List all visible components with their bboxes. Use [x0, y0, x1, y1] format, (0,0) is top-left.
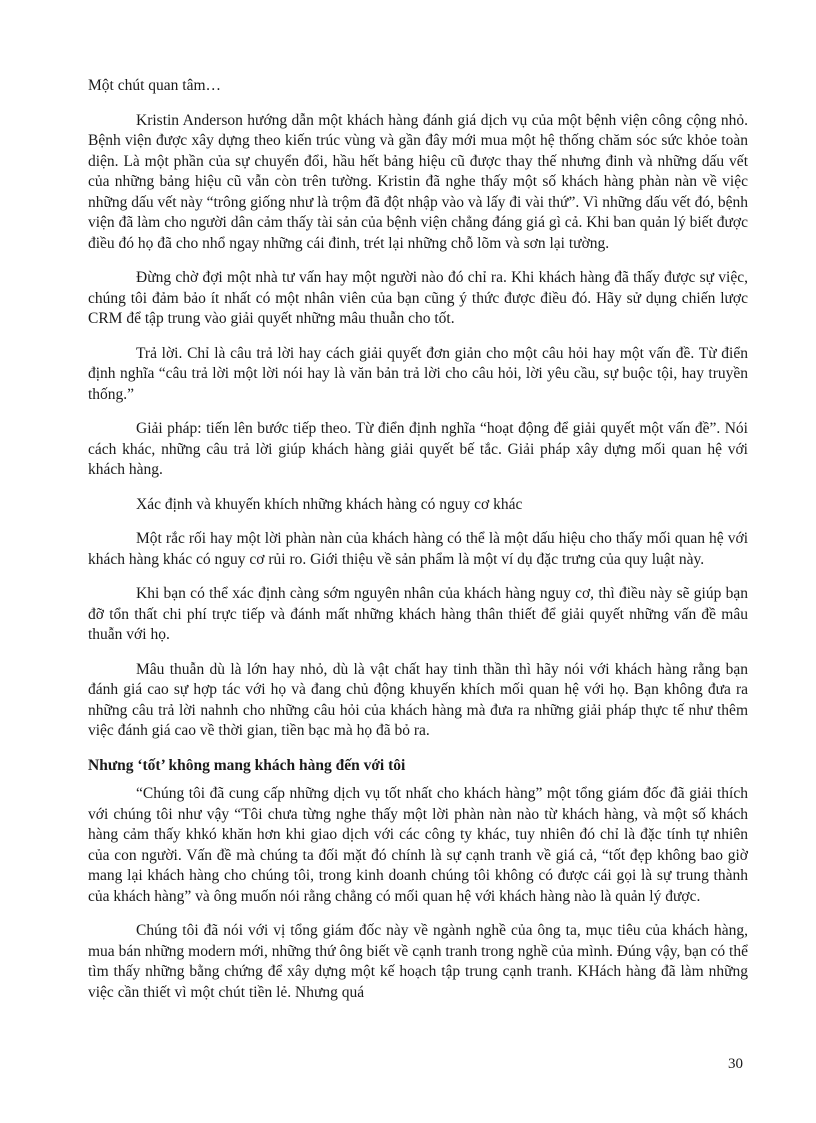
intro-line: Một chút quan tâm… [88, 77, 222, 94]
paragraph: Giải pháp: tiến lên bước tiếp theo. Từ điển định nghĩa “hoạt động để giải quyết một vấn đề”. Nói cách khác, những câu trả lời giúp khách hàng giải quyết bế tắc. Giải pháp xây dựng mối quan hệ với khách hàng. [88, 420, 748, 478]
page-number: 30 [728, 1056, 743, 1072]
paragraph: Trả lời. Chỉ là câu trả lời hay cách giải quyết đơn giản cho một câu hỏi hay một vấn đề. Từ điển định nghĩa “câu trả lời một lời nói hay là văn bản trả lời cho câu hỏi, lời yêu cầu, sự buộc tội, hay truyền thống.” [88, 344, 748, 403]
paragraph: “Chúng tôi đã cung cấp những dịch vụ tốt nhất cho khách hàng” một tổng giám đốc đã giải thích với chúng tôi như vậy “Tôi chưa từng nghe thấy một lời phàn nàn nào từ khách hàng, và một số khách hàng cảm thấy khkó khăn hơn khi giao dịch với các công ty khác, tuy nhiên đó chỉ là đặc tính tự nhiên của con người. Vấn đề mà chúng ta đối mặt đó chính là sự cạnh tranh về giá cả, “tốt đẹp không bao giờ mang lại khách hàng cho chúng tôi, trong kinh doanh chúng tôi không có được cái gọi là sự trung thành của khách hàng” và ông muốn nói rằng chẳng có mối quan hệ với khách hàng nào là quản lý được. [88, 785, 748, 905]
subheading-line: Xác định và khuyến khích những khách hàng có nguy cơ khác [136, 495, 523, 513]
section-heading: Nhưng ‘tốt’ không mang khách hàng đến với tôi [88, 756, 406, 774]
paragraph: Chúng tôi đã nói với vị tổng giám đốc này về ngành nghề của ông ta, mục tiêu của khách hàng, mua bán những modern mới, những thứ ông biết về cạnh tranh trong nghề của mình. Đúng vậy, bạn có thể tìm thấy những bằng chứng để xây dựng một kế hoạch tập trung cạnh tranh. KHách hàng đã làm những việc cần thiết vì một chút tiền lẻ. Nhưng quá [88, 922, 748, 1001]
paragraph: Một rắc rối hay một lời phàn nàn của khách hàng có thể là một dấu hiệu cho thấy mối quan hệ với khách hàng khác có nguy cơ rủi ro. Giới thiệu về sản phẩm là một ví dụ đặc trưng của quy luật này. [88, 530, 748, 568]
paragraph: Kristin Anderson hướng dẫn một khách hàng đánh giá dịch vụ của một bệnh viện công cộng nhỏ. Bệnh viện được xây dựng theo kiến trúc vùng và gần đây mới mua một hệ thống chăm sóc sức khỏe toàn diện. Là một phần của sự chuyển đổi, hầu hết bảng hiệu cũ được thay thế nhưng đinh và những dấu vết của những bảng hiệu cũ vẫn còn trên tường. Kristin đã nghe thấy một số khách hàng phàn nàn về việc những dấu vết này “trông giống như là trộm đã đột nhập vào và lấy đi vài thứ”. Vì những dấu vết đó, bệnh viện đã làm cho người dân cảm thấy tài sản của bệnh viện chẳng đáng giá gì cả. Khi ban quản lý biết được điều đó họ đã cho nhổ ngay những cái đinh, trét lại những chỗ lõm và sơn lại tường. [88, 111, 748, 252]
page-body [88, 76, 748, 1017]
paragraph: Mâu thuẫn dù là lớn hay nhỏ, dù là vật chất hay tinh thần thì hãy nói với khách hàng rằng bạn đánh giá cao sự hợp tác với họ và đang chủ động khuyến khích mối quan hệ với họ. Bạn không đưa ra những câu trả lời nahnh cho những câu hỏi của khách hàng mà đưa ra những giải pháp thực tế như thêm việc đánh giá cao về thời gian, tiền bạc mà họ đã bỏ ra. [88, 660, 748, 739]
paragraph: Khi bạn có thể xác định càng sớm nguyên nhân của khách hàng nguy cơ, thì điều này sẽ giúp bạn đỡ tổn thất chi phí trực tiếp và đánh mất những khách hàng thân thiết để giải quyết những vấn đề mâu thuẫn với họ. [88, 585, 748, 643]
paragraph: Đừng chờ đợi một nhà tư vấn hay một người nào đó chỉ ra. Khi khách hàng đã thấy được sự việc, chúng tôi đảm bảo ít nhất có một nhân viên của bạn cũng ý thức được điều đó. Hãy sử dụng chiến lược CRM để tập trung vào giải quyết những mâu thuẫn cho tốt. [88, 269, 748, 327]
